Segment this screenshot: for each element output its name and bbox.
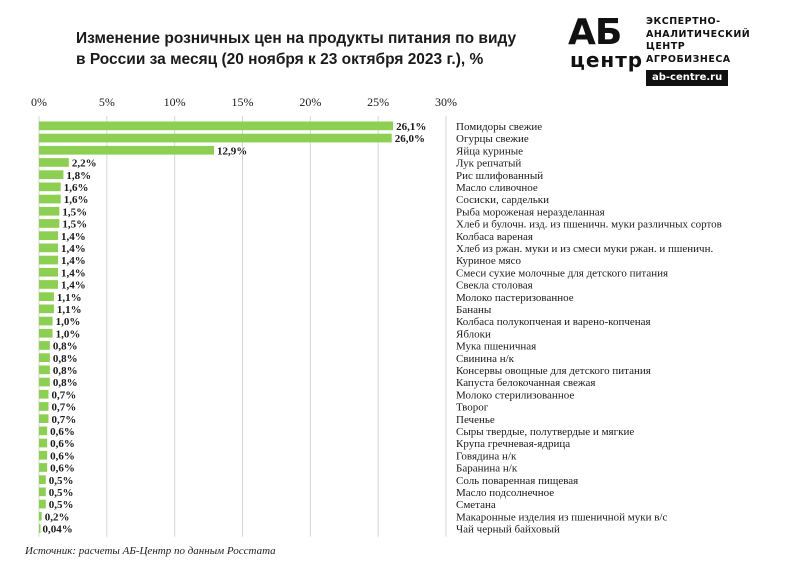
data-label: 0,5% bbox=[48, 474, 74, 487]
category-label: Сметана bbox=[456, 499, 496, 512]
x-tick-label: 10% bbox=[163, 95, 186, 109]
logo-abbr: АБ bbox=[568, 12, 622, 53]
bar bbox=[39, 512, 42, 521]
data-label: 1,6% bbox=[63, 194, 89, 207]
data-label: 0,8% bbox=[52, 352, 78, 365]
source-text: расчеты АБ-Центр по данным Росстата bbox=[78, 545, 276, 557]
category-label: Молоко пастеризованное bbox=[456, 291, 574, 304]
logo-url: ab-centre.ru bbox=[646, 70, 728, 86]
data-label: 1,5% bbox=[62, 218, 88, 231]
data-label: 1,0% bbox=[55, 328, 81, 341]
data-label: 1,4% bbox=[60, 230, 86, 243]
x-tick-label: 15% bbox=[231, 95, 254, 109]
category-label: Говядина н/к bbox=[456, 450, 517, 463]
bar bbox=[39, 378, 50, 387]
bar bbox=[39, 292, 54, 301]
x-tick-label: 25% bbox=[367, 95, 390, 109]
category-label: Рыба мороженая неразделанная bbox=[456, 206, 605, 219]
bar bbox=[39, 475, 46, 484]
category-label: Колбаса вареная bbox=[456, 230, 533, 243]
data-label: 0,7% bbox=[51, 401, 77, 414]
bar bbox=[39, 134, 392, 143]
source-label: Источник: bbox=[25, 545, 76, 557]
data-label: 1,4% bbox=[60, 279, 86, 292]
category-label: Баранина н/к bbox=[456, 462, 518, 475]
data-label: 0,5% bbox=[48, 499, 74, 512]
bar bbox=[39, 329, 53, 338]
category-label: Молоко стерилизованное bbox=[456, 389, 575, 402]
bar bbox=[39, 305, 54, 314]
data-label: 0,6% bbox=[50, 450, 75, 463]
category-label: Рис шлифованный bbox=[456, 169, 544, 182]
x-tick-label: 20% bbox=[299, 95, 322, 109]
category-label: Мука пшеничная bbox=[456, 340, 537, 353]
x-tick-label: 5% bbox=[98, 95, 115, 109]
category-label: Куриное мясо bbox=[456, 255, 521, 268]
bar bbox=[39, 256, 58, 265]
category-label: Сыры твердые, полутвердые и мягкие bbox=[456, 426, 635, 438]
bar bbox=[39, 268, 58, 277]
bar bbox=[39, 414, 48, 423]
data-label: 1,0% bbox=[55, 316, 81, 329]
data-label: 1,5% bbox=[62, 206, 88, 219]
bar bbox=[39, 390, 48, 399]
category-label: Крупа гречневая-ядрица bbox=[456, 438, 571, 451]
bar bbox=[39, 439, 47, 448]
data-label: 0,7% bbox=[51, 389, 77, 402]
bar bbox=[39, 146, 214, 155]
logo-word: центр bbox=[570, 48, 644, 72]
bar bbox=[39, 402, 48, 411]
data-label: 0,2% bbox=[44, 511, 70, 524]
chart-title-line-2: в России за месяц (20 ноября к 23 октября 2023 г.), % bbox=[76, 51, 484, 68]
bar bbox=[39, 122, 393, 131]
source-note bbox=[25, 545, 276, 557]
category-label: Консервы овощные для детского питания bbox=[456, 365, 651, 377]
x-tick-label: 30% bbox=[435, 95, 457, 109]
bar bbox=[39, 427, 47, 436]
x-tick-label: 0% bbox=[31, 95, 47, 109]
category-label: Сосиски, сардельки bbox=[456, 194, 549, 207]
data-label: 0,6% bbox=[50, 462, 75, 475]
bar bbox=[39, 463, 47, 472]
bar bbox=[39, 183, 61, 192]
category-label: Яблоки bbox=[456, 328, 491, 341]
bar bbox=[39, 366, 50, 375]
category-label: Хлеб и булочн. изд. из пшеничн. муки различных сортов bbox=[456, 218, 722, 231]
data-label: 26,1% bbox=[396, 121, 427, 133]
data-label: 26,0% bbox=[394, 133, 425, 146]
data-label: 1,8% bbox=[66, 169, 92, 182]
logo-line-1: ЭКСПЕРТНО- bbox=[646, 16, 721, 27]
data-label: 0,7% bbox=[51, 413, 77, 426]
bar bbox=[39, 353, 50, 362]
data-label: 0,8% bbox=[52, 340, 78, 353]
data-label: 1,4% bbox=[60, 243, 86, 255]
bar bbox=[39, 280, 58, 289]
bar bbox=[39, 341, 50, 350]
data-label: 1,4% bbox=[60, 255, 86, 268]
logo-line-2: АНАЛИТИЧЕСКИЙ bbox=[646, 28, 751, 40]
category-label: Соль поваренная пищевая bbox=[456, 474, 579, 487]
category-label: Масло сливочное bbox=[456, 182, 538, 194]
data-label: 0,8% bbox=[52, 365, 78, 377]
category-label: Творог bbox=[456, 401, 489, 414]
category-label: Масло подсолнечное bbox=[456, 487, 555, 499]
category-label: Колбаса полукопченая и варено-копченая bbox=[456, 316, 651, 329]
bar bbox=[39, 170, 63, 179]
category-label: Капуста белокочанная свежая bbox=[456, 377, 596, 390]
category-label: Чай черный байховый bbox=[456, 523, 560, 536]
data-label: 0,6% bbox=[50, 426, 75, 438]
chart-title-line-1: Изменение розничных цен на продукты питания по виду bbox=[76, 30, 517, 47]
logo-line-3: ЦЕНТР bbox=[646, 41, 686, 52]
category-label: Бананы bbox=[456, 304, 492, 316]
bar bbox=[39, 488, 46, 497]
category-label: Яйца куриные bbox=[456, 145, 523, 158]
data-label: 0,6% bbox=[50, 438, 75, 451]
category-label: Огурцы свежие bbox=[456, 133, 529, 146]
bar bbox=[39, 207, 59, 216]
data-label: 0,04% bbox=[42, 523, 73, 536]
category-label: Лук репчатый bbox=[456, 157, 522, 170]
data-label: 1,6% bbox=[63, 182, 89, 194]
bar bbox=[39, 158, 69, 167]
data-label: 1,4% bbox=[60, 267, 86, 280]
category-label: Печенье bbox=[456, 413, 495, 426]
bar bbox=[39, 524, 41, 533]
data-label: 1,1% bbox=[56, 304, 82, 316]
bar bbox=[39, 317, 53, 326]
data-label: 0,5% bbox=[48, 487, 74, 499]
bar bbox=[39, 219, 59, 228]
category-label: Свекла столовая bbox=[456, 279, 533, 292]
logo-line-4: АГРОБИЗНЕСА bbox=[646, 53, 731, 65]
data-label: 0,8% bbox=[52, 377, 78, 390]
data-label: 2,2% bbox=[71, 157, 97, 170]
bar bbox=[39, 500, 46, 509]
category-label: Макаронные изделия из пшеничной муки в/с bbox=[456, 511, 668, 524]
bar bbox=[39, 231, 58, 240]
category-label: Смеси сухие молочные для детского питания bbox=[456, 267, 669, 280]
bar bbox=[39, 244, 58, 253]
data-label: 12,9% bbox=[217, 145, 248, 158]
category-label: Хлеб из ржан. муки и из смеси муки ржан. и пшеничн. bbox=[456, 243, 714, 255]
category-label: Свинина н/к bbox=[456, 352, 514, 365]
data-label: 1,1% bbox=[56, 291, 82, 304]
category-label: Помидоры свежие bbox=[456, 121, 543, 133]
bar bbox=[39, 451, 47, 460]
bar bbox=[39, 195, 61, 204]
